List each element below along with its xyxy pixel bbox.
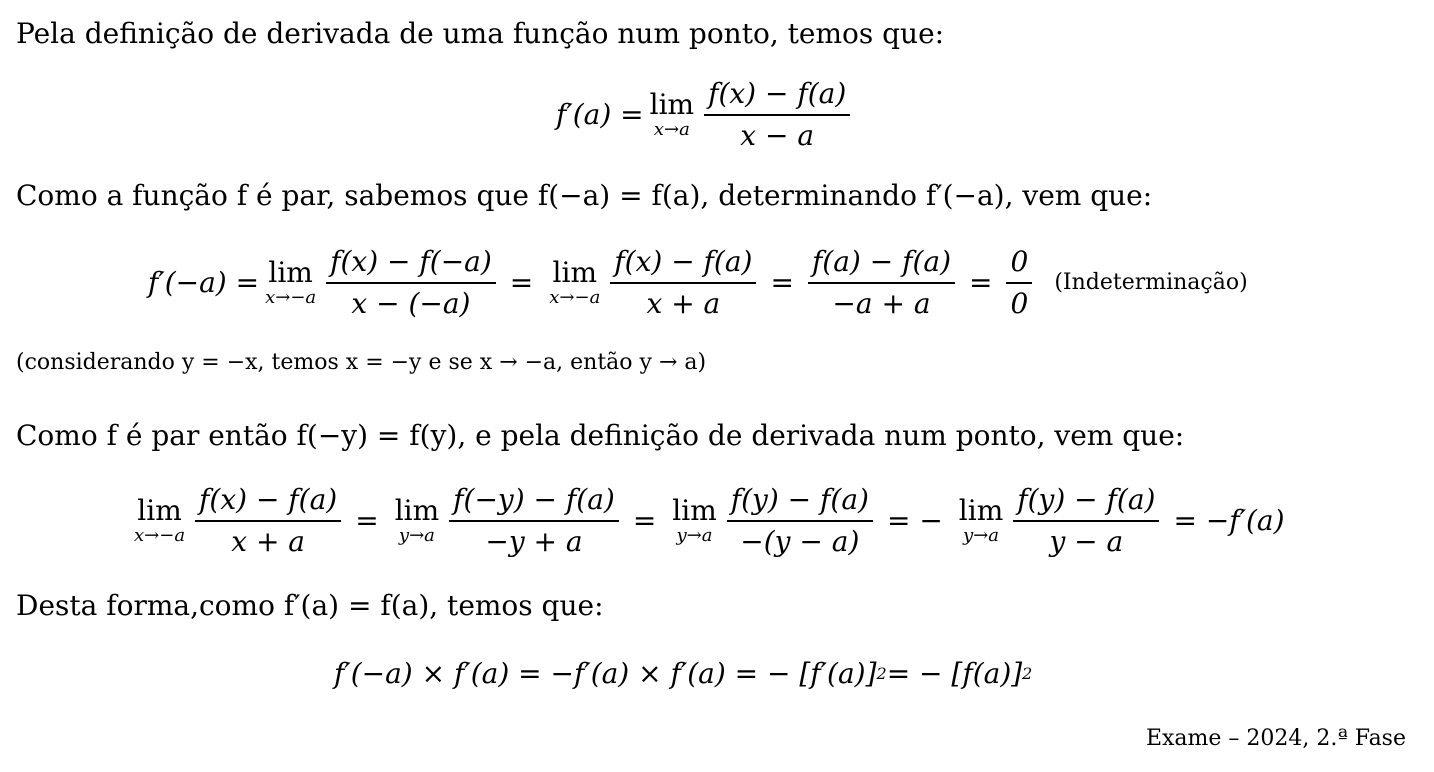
eq2-fraction-3 (808, 246, 955, 320)
eq3-f4-denominator: y − a (1049, 524, 1124, 558)
eq2-f2-bar (610, 282, 756, 284)
eq3-limit-4 (958, 493, 1004, 546)
eq3-lim3-word: lim (672, 493, 717, 527)
even-function-text: Como a função f é par, sabemos que f(−a) = f(a), determinando f′(−a), vem que: (16, 179, 1153, 212)
eq2-f1-denominator: x − (−a) (351, 286, 471, 320)
eq2-f1-bar (326, 282, 496, 284)
eq3-lim1-sub: x→−a (134, 524, 186, 546)
eq2-fraction-4 (1006, 246, 1032, 320)
eq3-fraction-1 (195, 484, 341, 558)
eq2-equals-a: = (509, 265, 534, 299)
eq3-f2-denominator: −y + a (485, 524, 583, 558)
eq3-f1-denominator: x + a (231, 524, 305, 558)
eq3-equals-a: = (355, 503, 379, 537)
eq2-lhs: f′(−a) = (148, 265, 260, 299)
eq3-limit-2 (394, 493, 440, 546)
eq2-f4-numerator: 0 (1010, 245, 1029, 278)
eq2-limit-2 (549, 255, 601, 308)
eq2-f2-denominator: x + a (646, 286, 721, 320)
indeterminate-note: (Indeterminação) (1054, 269, 1248, 295)
equation-final-product (334, 657, 1033, 690)
eq3-f3-denominator: −(y − a) (740, 524, 860, 558)
eq2-f4-denominator: 0 (1010, 286, 1029, 320)
eq3-f1-numerator: f(x) − f(a) (199, 483, 338, 516)
eq3-f3-bar (727, 520, 873, 522)
substitution-note: (considerando y = −x, temos x = −y e se x → −a, então y → a) (16, 350, 707, 375)
eq2-equals-b: = (770, 265, 794, 299)
eq1-lhs: f′(a) = (556, 97, 644, 131)
eq1-fraction (704, 78, 850, 152)
eq3-f2-bar (449, 520, 619, 522)
eq2-limit-1 (265, 255, 317, 308)
eq3-lim2-sub: y→a (398, 524, 435, 546)
equation-indeterminate (148, 246, 1248, 320)
eq3-f4-bar (1013, 520, 1159, 522)
equation-derivative-definition (556, 78, 854, 152)
derivative-text: Como f é par então f(−y) = f(y), e pela definição de derivada num ponto, vem que: (16, 419, 1185, 452)
eq3-lim1-word: lim (137, 493, 182, 527)
eq3-lim4-word: lim (958, 493, 1004, 527)
eq3-rhs: = −f′(a) (1173, 503, 1285, 537)
eq2-f3-bar (808, 282, 955, 284)
eq2-f1-numerator: f(x) − f(−a) (330, 245, 492, 278)
eq2-f2-numerator: f(x) − f(a) (614, 245, 753, 278)
eq2-lim1-sub: x→−a (265, 286, 317, 308)
eq3-fraction-3 (727, 484, 873, 558)
eq2-lim1-word: lim (268, 255, 313, 289)
eq2-fraction-1 (326, 246, 496, 320)
eq4-exponent-1: 2 (876, 664, 887, 683)
eq3-f2-numerator: f(−y) − f(a) (453, 483, 615, 516)
eq3-equals-b: = (632, 503, 657, 537)
eq3-lim3-sub: y→a (676, 524, 713, 546)
conclusion-text: Desta forma,como f′(a) = f(a), temos que: (16, 589, 604, 622)
equation-substitution (128, 484, 1285, 558)
eq2-lim2-word: lim (552, 255, 597, 289)
eq3-lim4-sub: y→a (963, 524, 999, 546)
eq1-lim-word: lim (649, 87, 695, 121)
eq3-fraction-2 (449, 484, 619, 558)
eq2-f3-numerator: f(a) − f(a) (811, 245, 952, 278)
eq1-lim-sub: x→a (653, 118, 690, 140)
eq4-part2: = − [f(a)] (886, 657, 1023, 690)
eq1-limit (649, 87, 695, 140)
eq2-lim2-sub: x→−a (549, 286, 601, 308)
eq3-fraction-4 (1013, 484, 1159, 558)
eq4-exponent-2: 2 (1022, 664, 1033, 683)
eq2-f3-denominator: −a + a (832, 286, 931, 320)
eq2-equals-c: = (969, 265, 993, 299)
eq3-limit-3 (672, 493, 717, 546)
eq3-lim2-word: lim (394, 493, 440, 527)
eq4-part1: f′(−a) × f′(a) = −f′(a) × f′(a) = − [f′(a)] (334, 657, 877, 690)
eq3-limit-1 (134, 493, 186, 546)
eq1-denominator: x − a (740, 118, 815, 152)
eq1-fraction-bar (704, 114, 850, 116)
intro-text: Pela definição de derivada de uma função num ponto, temos que: (16, 17, 945, 50)
eq2-f4-bar (1006, 282, 1032, 284)
eq3-f3-numerator: f(y) − f(a) (730, 483, 869, 516)
eq3-equals-c: = − (886, 503, 943, 537)
eq2-fraction-2 (610, 246, 756, 320)
exam-source-footer: Exame – 2024, 2.ª Fase (1145, 726, 1406, 751)
eq3-f1-bar (195, 520, 341, 522)
eq3-f4-numerator: f(y) − f(a) (1017, 483, 1156, 516)
eq1-numerator: f(x) − f(a) (708, 77, 847, 110)
